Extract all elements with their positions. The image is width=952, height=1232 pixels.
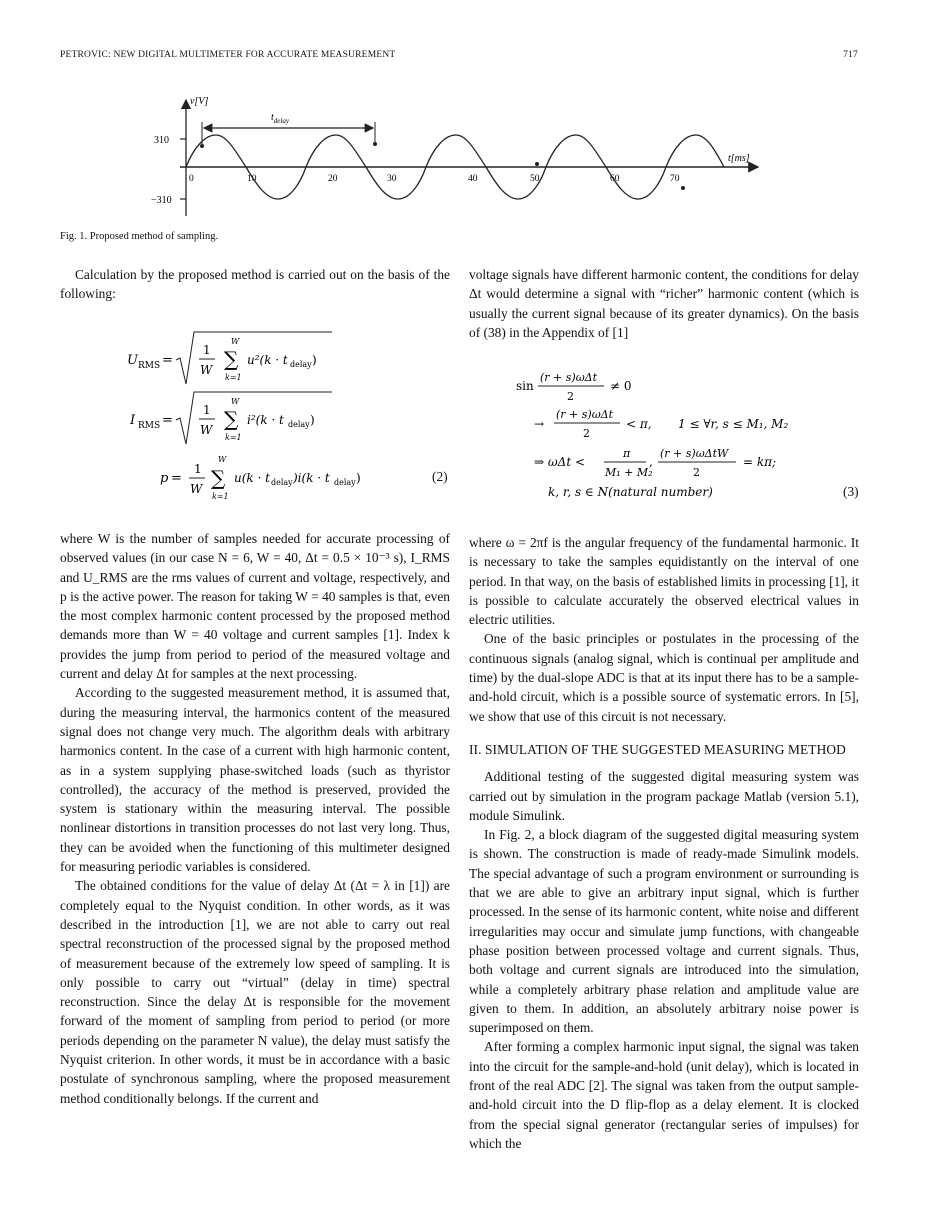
x-tick-label-50: 50 bbox=[530, 174, 540, 184]
svg-text:RMS: RMS bbox=[138, 361, 161, 371]
svg-text:RMS: RMS bbox=[138, 421, 161, 431]
svg-text:delay: delay bbox=[334, 478, 356, 487]
running-title: PETROVIC: NEW DIGITAL MULTIMETER FOR ACCURATE MEASUREMENT bbox=[60, 50, 396, 60]
intro-paragraph: Calculation by the proposed method is carried out on the basis of the following: bbox=[60, 267, 450, 302]
svg-text:W: W bbox=[190, 482, 203, 496]
equation-3-number: (3) bbox=[843, 484, 859, 499]
svg-text:=: = bbox=[162, 353, 173, 368]
svg-text:k=1: k=1 bbox=[225, 373, 242, 382]
svg-text:1: 1 bbox=[203, 403, 211, 417]
y-axis-label: v[V] bbox=[190, 96, 209, 107]
sampling-plot bbox=[150, 92, 770, 222]
right-paragraph-5: After forming a complex harmonic input signal, the signal was taken into the circuit for the sample-and-hold (unit delay), which is located in front of the real ADC [2]. The signal was taken from the output sample-and-hold circuit into the D flip-flop as a delay element. It is clocked from the special signal generator (rectangular series of impulses) for which the bbox=[469, 1039, 859, 1151]
right-paragraph-3: Additional testing of the suggested digital measuring system was carried out by simulation in the program package Matlab (version 5.1), module Simulink. bbox=[469, 769, 859, 823]
section-heading: II. SIMULATION OF THE SUGGESTED MEASURING METHOD bbox=[469, 741, 846, 757]
x-tick-label-0: 0 bbox=[189, 174, 194, 184]
x-tick-label-20: 20 bbox=[328, 174, 338, 184]
svg-text:2: 2 bbox=[567, 390, 574, 403]
equation-2 bbox=[120, 328, 460, 508]
svg-text:u(k · t: u(k · t bbox=[234, 471, 270, 485]
svg-text:W: W bbox=[231, 337, 240, 346]
svg-text:M₁ + M₂: M₁ + M₂ bbox=[605, 466, 653, 479]
svg-text:k=1: k=1 bbox=[212, 492, 229, 501]
svg-text:delay: delay bbox=[290, 360, 312, 369]
svg-text:1: 1 bbox=[194, 462, 202, 476]
figure-1 bbox=[150, 92, 770, 222]
right-paragraph-2: One of the basic principles or postulates in the processing of the continuous signals (analog signal, which is continual per amplitude and time) by the dual-slope ADC is that at its input there has to be a sample-and-hold circuit, which is a possible source of systematic errors. In [5], we show that use of this circuit is not necessary. bbox=[469, 631, 859, 724]
svg-text:⇒ ωΔt <: ⇒ ωΔt < bbox=[534, 455, 586, 469]
svg-text:→: → bbox=[534, 417, 545, 431]
svg-text:1: 1 bbox=[203, 343, 211, 357]
svg-text:)i(k · t: )i(k · t bbox=[293, 471, 330, 485]
y-tick-label-310: 310 bbox=[154, 135, 169, 146]
svg-text:i²(k · t: i²(k · t bbox=[247, 413, 284, 427]
svg-text:delay: delay bbox=[288, 420, 310, 429]
equation-2-number: (2) bbox=[432, 469, 448, 484]
svg-text:=: = bbox=[162, 413, 173, 428]
svg-text:< π,: < π, bbox=[626, 417, 652, 431]
equation-3 bbox=[510, 368, 860, 508]
svg-text:W: W bbox=[200, 363, 213, 377]
svg-text:(r + s)ωΔt: (r + s)ωΔt bbox=[540, 371, 598, 384]
right-paragraph-1: where ω = 2πf is the angular frequency of the fundamental harmonic. It is necessary to take the samples equidistantly on the interval of one period. In that way, on the basis of established limits in processing [1], it is possible to calculate accurately the observed electrical values in electric utilities. bbox=[469, 535, 859, 628]
svg-text:p: p bbox=[160, 471, 169, 486]
svg-text:W: W bbox=[218, 455, 227, 464]
svg-text:∑: ∑ bbox=[224, 407, 239, 431]
svg-text:2: 2 bbox=[583, 427, 590, 440]
right-column-intro bbox=[469, 265, 859, 342]
svg-text:≠ 0: ≠ 0 bbox=[610, 379, 632, 393]
delay-label: $t_{delay}$ bbox=[271, 112, 289, 125]
sample-point-3 bbox=[535, 162, 539, 166]
svg-text:W: W bbox=[231, 397, 240, 406]
right-top-paragraph: voltage signals have different harmonic content, the conditions for delay Δt would determine a signal with “richer” harmonic content (which is usually the current signal because of its greater dynamics). On the basis of (38) in the Appendix of [1] bbox=[469, 267, 859, 340]
svg-text:I: I bbox=[130, 413, 136, 428]
x-tick-label-40: 40 bbox=[468, 174, 478, 184]
svg-text:∑: ∑ bbox=[211, 466, 226, 490]
equation-2-graphic bbox=[120, 328, 460, 508]
x-axis-label: t[ms] bbox=[728, 153, 750, 164]
svg-text:2: 2 bbox=[693, 466, 700, 479]
svg-text:= kπ;: = kπ; bbox=[743, 455, 777, 469]
svg-text:sin: sin bbox=[516, 379, 534, 393]
svg-text:): ) bbox=[356, 471, 361, 485]
figure-caption: Fig. 1. Proposed method of sampling. bbox=[60, 231, 219, 242]
svg-text:U: U bbox=[127, 353, 138, 368]
svg-text:k, r, s ∈ N(natural number): k, r, s ∈ N(natural number) bbox=[548, 485, 713, 499]
svg-text:(r + s)ωΔt: (r + s)ωΔt bbox=[556, 408, 614, 421]
svg-text:1 ≤ ∀r, s ≤ M₁, M₂: 1 ≤ ∀r, s ≤ M₁, M₂ bbox=[678, 417, 789, 431]
page-number: 717 bbox=[843, 50, 858, 60]
x-tick-label-70: 70 bbox=[670, 174, 680, 184]
svg-text:=: = bbox=[171, 471, 182, 486]
right-paragraph-4: In Fig. 2, a block diagram of the suggested digital measuring system is shown. The construction is made of ready-made Simulink models. The special advantage of such a program environment or surrounding is that we are able to give an arbitrary input signal, which is further processed. In the sense of its harmonic content, white noise and different irregularities may occur and simulate jump functions, with changeable phase position between processed voltage and current signals. Thus, both voltage and current signals are introduced into the simulation, while a completely arbitrary phase relation and amplitude value are given to them. In addition, an absolutely arbitrary noise power is superimposed on them. bbox=[469, 827, 859, 1036]
svg-text:): ) bbox=[312, 353, 317, 367]
svg-text:k=1: k=1 bbox=[225, 433, 242, 442]
y-tick-label-neg310: −310 bbox=[151, 195, 172, 206]
left-column-body bbox=[60, 529, 450, 1108]
svg-text:W: W bbox=[200, 423, 213, 437]
x-tick-label-30: 30 bbox=[387, 174, 397, 184]
svg-text:u²(k · t: u²(k · t bbox=[247, 353, 288, 367]
left-paragraph-3: The obtained conditions for the value of delay Δt (Δt = λ in [1]) are completely equal to the Nyquist condition. In other words, as it was described in the introduction [1], we are not able to carry out real spectral reconstruction of the processed signal by the proposed method of measurement because of the extremely low speed of sampling. It is only possible to carry out “virtual” (delay in time) spectral reconstruction. Since the delay Δt is responsible for the movement forward of the moment of sampling from period to period (or more periods depending on the parameter N value), the delay must satisfy the Nyquist criterion. In other words, it must be in accordance with a basic postulate of synchronous sampling, where the proposed measurement method conditionally belongs. If the current and bbox=[60, 878, 450, 1106]
x-tick-label-10: 10 bbox=[247, 174, 257, 184]
right-column-body bbox=[469, 533, 859, 1153]
x-tick-label-60: 60 bbox=[610, 174, 620, 184]
svg-text:π: π bbox=[623, 447, 631, 460]
svg-text:(r + s)ωΔtW: (r + s)ωΔtW bbox=[660, 447, 729, 460]
left-paragraph-2: According to the suggested measurement method, it is assumed that, during the measuring interval, the harmonics content of the measured signal does not change very much. The algorithm deals with arbitrary harmonics content. In the case of a current with high harmonic content, as in a system supplying phase-switched loads (such as thyristor controlled), the accuracy of the method is preserved, provided the system is stationary within the measuring interval. The possible nonlinear distortions in transition processes do not last very long. Thus, they can be avoided when the functioning of this multimeter designed for measuring periodic variables is considered. bbox=[60, 685, 450, 875]
left-column-intro bbox=[60, 265, 450, 304]
running-header bbox=[60, 50, 858, 66]
left-paragraph-1: where W is the number of samples needed for accurate processing of observed values (in our case N = 6, W = 40, Δt = 0.5 × 10⁻³ s), I_RMS and U_RMS are the rms values of current and voltage, respectively, and p is the active power. The reason for taking W = 40 samples is that, even the most complex harmonic content processed by the proposed method demands more than W = 40 voltage and current samples [1]. Index k provides the jump from period to period of the measured voltage and current and delay Δt for samples at the next processing. bbox=[60, 531, 450, 682]
svg-text:,: , bbox=[649, 455, 653, 469]
sample-point-4 bbox=[681, 186, 685, 190]
svg-text:∑: ∑ bbox=[224, 347, 239, 371]
svg-text:): ) bbox=[310, 413, 315, 427]
svg-text:delay: delay bbox=[271, 478, 293, 487]
equation-3-graphic bbox=[510, 368, 860, 508]
